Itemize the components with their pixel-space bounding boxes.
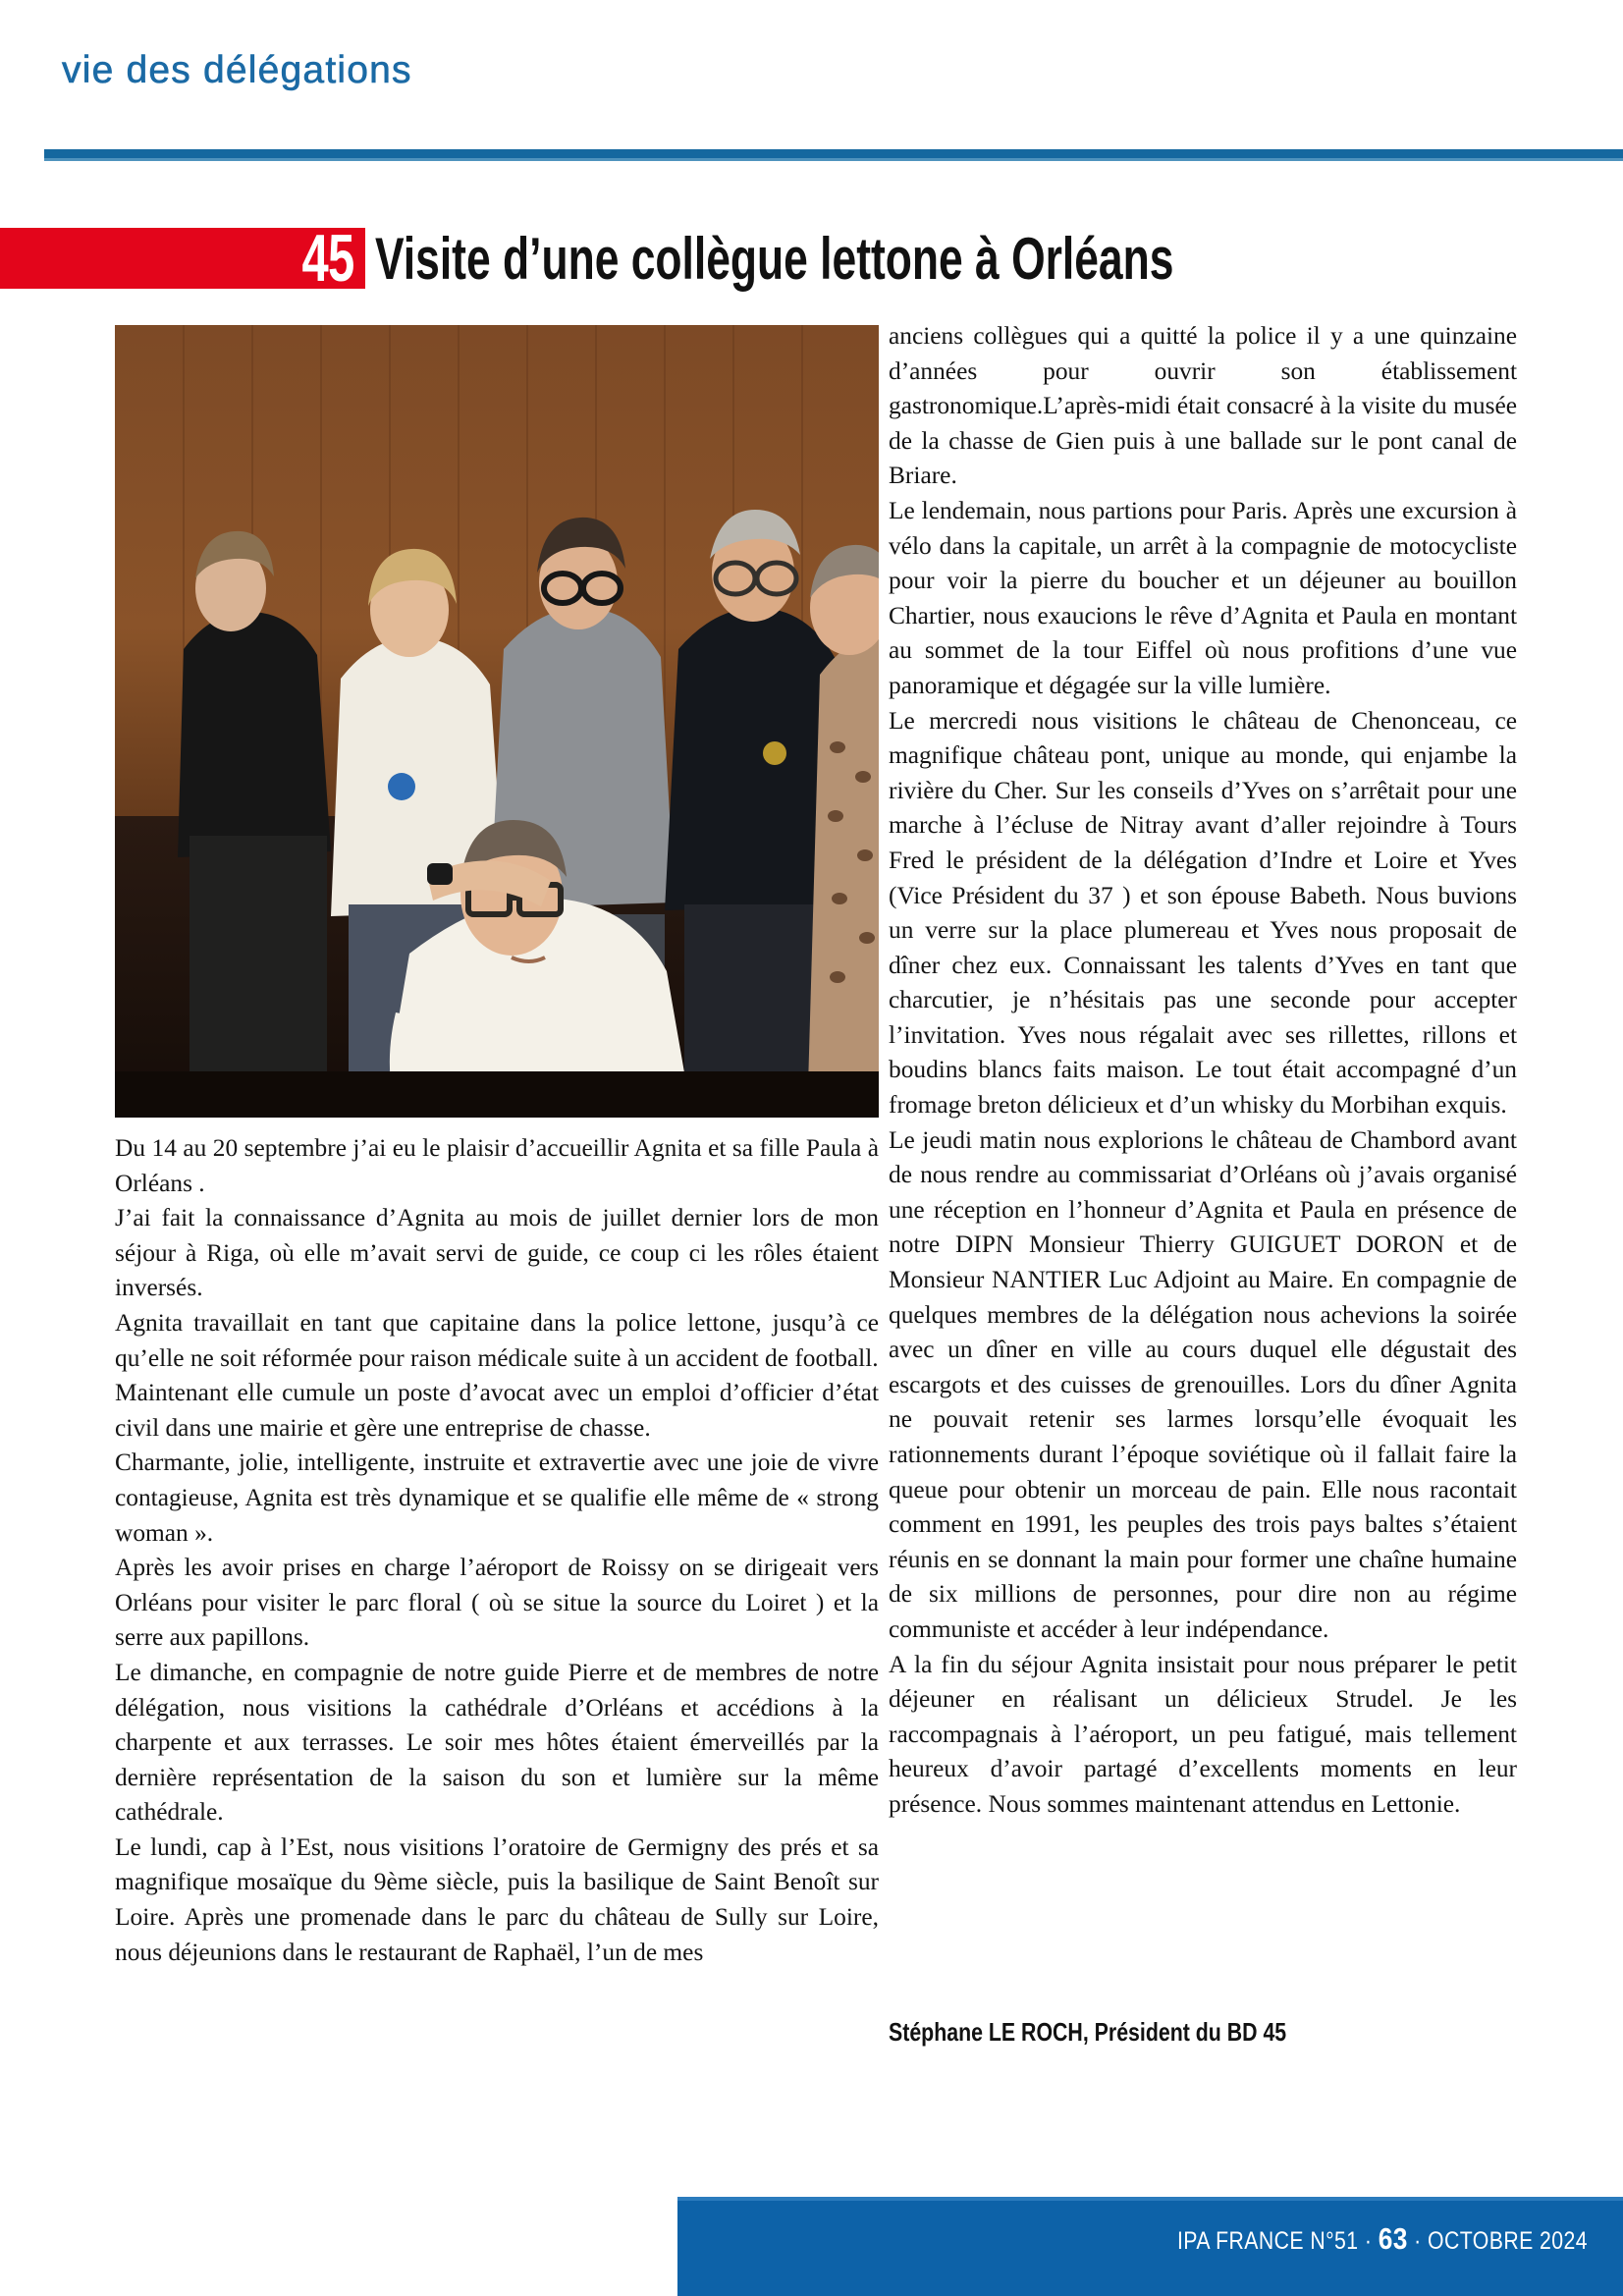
author-signature: Stéphane LE ROCH, Président du BD 45 xyxy=(889,2017,1287,2047)
paragraph: Du 14 au 20 septembre j’ai eu le plaisir d’accueillir Agnita et sa fille Paula à Orléans . xyxy=(115,1134,879,1197)
footer-band-highlight xyxy=(677,2197,1623,2201)
article-number: 45 xyxy=(301,221,354,296)
header-rule xyxy=(44,149,1623,158)
header-rule-secondary xyxy=(44,158,1623,161)
paragraph: Maintenant elle cumule un poste d’avocat avec un emploi d’officier d’état civil dans une mairie et gère une entreprise de chasse. xyxy=(115,1379,879,1442)
paragraph: Le lundi, cap à l’Est, nous visitions l’oratoire de Germigny des prés et sa magnifique mosaïque du 9ème siècle, puis la basilique de Saint Benoît sur Loire. Après une promenade dans le parc du château de Sully sur Loire, nous déjeunions dans le restaurant de Raphaël, l’un de mes xyxy=(115,1832,879,1966)
running-head: vie des délégations xyxy=(62,49,412,91)
paragraph: Après les avoir prises en charge l’aéroport de Roissy on se dirigeait vers Orléans pour visiter le parc floral ( où se situe la source du Loiret ) et la serre aux papillons. xyxy=(115,1554,879,1652)
footer-separator-left: · xyxy=(1364,2227,1373,2255)
paragraph: Charmante, jolie, intelligente, instruite et extravertie avec une joie de vivre contagieuse, Agnita est très dynamique et se qualifie elle même de « strong woman ». xyxy=(115,1449,879,1547)
footer-issue-date: OCTOBRE 2024 xyxy=(1428,2227,1588,2255)
paragraph: Le mercredi nous visitions le château de Chenonceau, ce magnifique château pont, unique au monde, qui enjambe la rivière du Cher. Sur les conseils d’Yves on s’arrêtait pour une marche à l’écluse de Nitray avant d’aller rejoindre à Tours Fred le président de la délégation d’Indre et Loire et Yves (Vice Président du 37 ) et son épouse Babeth. Nous buvions un verre sur la place plumereau et Yves nous proposait de dîner chez eux. Connaissant les talents d’Yves en tant que charcutier, je n’hésitais pas une seconde pour accepter l’invitation. Yves nous régalait avec ses rillettes, rillons et boudins blancs faits maison. Le tout était accompagné d’un fromage breton délicieux et d’un whisky du Morbihan exquis. xyxy=(889,706,1517,1120)
paragraph: Agnita travaillait en tant que capitaine dans la police lettone, jusqu’à ce qu’elle ne soit réformée pour raison médicale suite à un accident de football. xyxy=(115,1308,879,1372)
body-left-column xyxy=(115,1131,879,1970)
paragraph: Le jeudi matin nous explorions le château de Chambord avant de nous rendre au commissariat d’Orléans où j’avais organisé une réception en l’honneur d’Agnita et Paula en présence de notre DIPN Monsieur Thierry GUIGUET DORON et de Monsieur NANTIER Luc Adjoint au Maire. En compagnie de quelques membres de la délégation nous achevions la soirée avec un dîner en ville au cours duquel elle dégustait des escargots et des cuisses de grenouilles. Lors du dîner Agnita ne pouvait retenir ses larmes lorsqu’elle évoquait les rationnements durant l’époque soviétique où il fallait faire la queue pour obtenir un morceau de pain. Elle nous racontait comment en 1991, les peuples des trois pays baltes s’étaient réunis en se donnant la main pour former une chaîne humaine de six millions de personnes, pour dire non au régime communiste et accéder à leur indépendance. xyxy=(889,1125,1517,1643)
paragraph: anciens collègues qui a quitté la police il y a une quinzaine d’années pour ouvrir son établissement gastronomique.L’après-midi était consacré à la visite du musée de la chasse de Gien puis à une ballade sur le pont canal de Briare. xyxy=(889,322,1517,490)
article-photo xyxy=(115,325,879,1118)
paragraph: Le lendemain, nous partions pour Paris. Après une excursion à vélo dans la capitale, un arrêt à la compagnie de motocycliste pour voir la pierre du boucher et un déjeuner au bouillon Chartier, nous exaucions le rêve d’Agnita et Paula en montant au sommet de la tour Eiffel où nous profitions d’une vue panoramique et dégagée sur la ville lumière. xyxy=(889,496,1517,699)
paragraph: A la fin du séjour Agnita insistait pour nous préparer le petit déjeuner en réalisant un délicieux Strudel. Je les raccompagnais à l’aéroport, un peu fatigué, mais tellement heureux d’avoir partagé d’excellents moments en leur présence. Nous sommes maintenant attendus en Lettonie. xyxy=(889,1650,1517,1818)
page-number: 63 xyxy=(1378,2221,1408,2256)
photo-illustration xyxy=(115,325,879,1118)
body-right-column xyxy=(889,319,1517,1823)
paragraph: J’ai fait la connaissance d’Agnita au mois de juillet dernier lors de mon séjour à Riga, où elle m’avait servi de guide, ce coup ci les rôles étaient inversés. xyxy=(115,1204,879,1302)
footer-text xyxy=(814,2221,1588,2257)
paragraph: Le dimanche, en compagnie de notre guide Pierre et de membres de notre délégation, nous visitions la cathédrale d’Orléans et accédions à la charpente et aux terrasses. Le soir mes hôtes étaient émerveillés par la dernière représentation de la saison du son et lumière sur la même cathédrale. xyxy=(115,1658,879,1827)
article-title: Visite d’une collègue lettone à Orléans xyxy=(375,226,1174,292)
footer-publication: IPA FRANCE N°51 xyxy=(1176,2227,1359,2255)
footer-separator-right: · xyxy=(1414,2227,1422,2255)
